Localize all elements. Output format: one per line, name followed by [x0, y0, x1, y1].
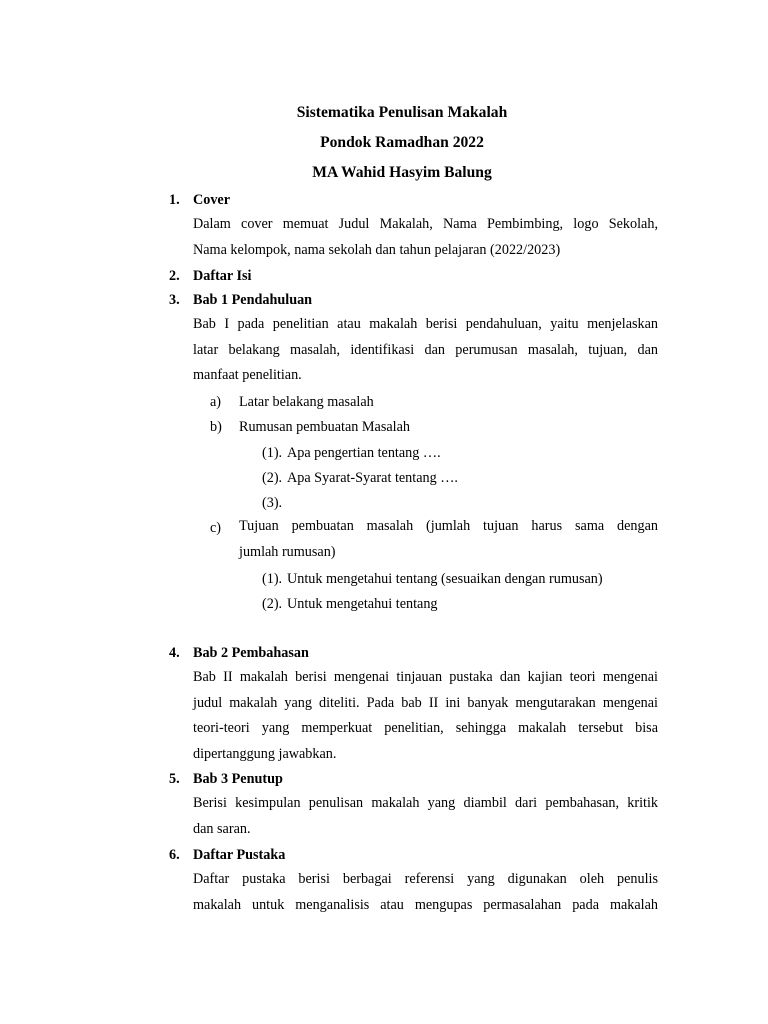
body-line: Berisi kesimpulan penulisan makalah yang diambil dari pembahasan, kritik — [193, 795, 658, 811]
section-number: 6. — [169, 847, 180, 863]
section-number: 2. — [169, 268, 180, 284]
section-body-bab3 — [193, 791, 658, 842]
numbered-text: Untuk mengetahui tentang (sesuaikan dengan rumusan) — [287, 571, 603, 587]
section-number: 1. — [169, 192, 180, 208]
section-heading-cover: Cover — [193, 192, 231, 208]
subitem-mark: b) — [210, 419, 222, 435]
numbered-mark: (1). — [262, 571, 283, 587]
numbered-text: Untuk mengetahui tentang — [287, 596, 438, 612]
numbered-mark: (3). — [262, 495, 283, 511]
subitem-text: Latar belakang masalah — [239, 394, 374, 410]
body-line: teori-teori yang memperkuat penelitian, sehingga makalah tersebut bisa — [193, 720, 658, 737]
section-body-cover — [193, 212, 658, 263]
section-heading-daftar-isi: Daftar Isi — [193, 268, 252, 284]
numbered-mark: (2). — [262, 596, 283, 612]
numbered-mark: (1). — [262, 445, 283, 461]
body-line: judul makalah yang diteliti. Pada bab II ini banyak mengutarakan mengenai — [193, 694, 658, 711]
body-line: makalah untuk menganalisis atau mengupas permasalahan pada makalah — [193, 896, 658, 913]
body-line: Bab II makalah berisi mengenai tinjauan pustaka dan kajian teori mengenai — [193, 669, 658, 685]
subitem-mark: c) — [210, 520, 222, 536]
subitem-mark: a) — [210, 394, 222, 410]
document-subtitle: Pondok Ramadhan 2022 — [320, 134, 484, 151]
section-body-bab2 — [193, 665, 658, 767]
body-line: dipertanggung jawabkan. — [193, 745, 337, 762]
subitem-line: jumlah rumusan) — [239, 543, 336, 560]
subitem-text — [239, 514, 658, 565]
section-number: 5. — [169, 771, 180, 787]
section-heading-bab3: Bab 3 Penutup — [193, 771, 283, 787]
subitem-text: Rumusan pembuatan Masalah — [239, 419, 410, 435]
section-heading-daftar-pustaka: Daftar Pustaka — [193, 847, 286, 863]
body-line: Daftar pustaka berisi berbagai referensi yang digunakan oleh penulis — [193, 871, 658, 887]
document-title: Sistematika Penulisan Makalah — [296, 104, 508, 121]
section-heading-bab1: Bab 1 Pendahuluan — [193, 292, 313, 308]
body-line: Dalam cover memuat Judul Makalah, Nama Pembimbing, logo Sekolah, — [193, 216, 658, 232]
body-line: latar belakang masalah, identifikasi dan perumusan masalah, tujuan, dan — [193, 341, 658, 358]
section-number: 3. — [169, 292, 180, 308]
section-heading-bab2: Bab 2 Pembahasan — [193, 645, 309, 661]
body-line: Bab I pada penelitian atau makalah berisi pendahuluan, yaitu menjelaskan — [193, 316, 658, 332]
section-number: 4. — [169, 645, 180, 661]
body-line: Nama kelompok, nama sekolah dan tahun pelajaran (2022/2023) — [193, 241, 561, 258]
numbered-text: Apa pengertian tentang …. — [287, 445, 441, 461]
body-line: dan saran. — [193, 820, 251, 837]
numbered-text: Apa Syarat-Syarat tentang …. — [287, 470, 458, 486]
body-line: manfaat penelitian. — [193, 367, 302, 384]
section-body-bab1 — [193, 312, 658, 389]
document-school: MA Wahid Hasyim Balung — [312, 164, 492, 181]
subitem-line: Tujuan pembuatan masalah (jumlah tujuan harus sama dengan — [239, 518, 658, 534]
section-body-daftar-pustaka — [193, 867, 658, 918]
numbered-mark: (2). — [262, 470, 283, 486]
